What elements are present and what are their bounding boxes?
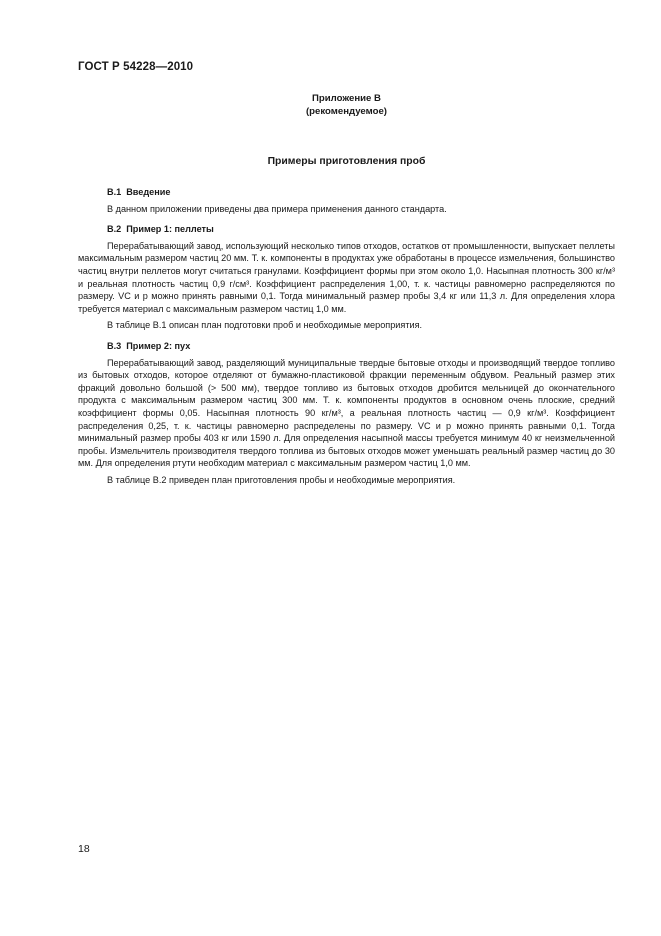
page-number: 18 bbox=[78, 843, 90, 855]
subsection-heading-b3 bbox=[78, 340, 615, 353]
subsection-heading-b2 bbox=[78, 223, 615, 236]
paragraph: В таблице В.2 приведен план приготовления пробы и необходимые мероприятия. bbox=[107, 474, 456, 485]
paragraph: В таблице В.1 описан план подготовки проб и необходимые мероприятия. bbox=[107, 320, 423, 331]
appendix-heading bbox=[0, 92, 661, 118]
section-title: Примеры приготовления проб bbox=[267, 156, 426, 167]
paragraph: Перерабатывающий завод, использующий несколько типов отходов, остатков от промышленности, выпускает пеллеты максимальным размером частиц 20 мм. Т. к. компоненты в продуктах уже обработаны в процессе измельчения, большинство частиц внутри пеллетов могут считаться гранулами. Коэффициент формы при этом около 1,0. Насыпная плотность 300 кг/м³ и реальная плотность частиц 0,9 г/см³. Коэффициент распределения 1,00, т. к. частицы равномерно распределяются по размеру. VC и p можно принять равными 0,1. Тогда минимальный размер пробы 3,4 кг или 11,3 л. Для определения хлора требуется материал с максимальным размером частиц 1,0 мм. bbox=[78, 240, 615, 314]
subsection-number: В.1 bbox=[107, 187, 122, 197]
paragraph: Перерабатывающий завод, разделяющий муниципальные твердые бытовые отходы и производящий твердое топливо из бытовых отходов, которое отделяют от бумажно-пластиковой фракции переменным обдувом. Реальный размер этих фракций довольно большой (> 500 мм), твердое топливо из бытовых отходов дробится мельницей до окончательного продукта с максимальным размером частиц 300 мм. Т. к. компоненты продуктов в основном очень плоские, средний коэффициент формы 0,05. Насыпная плотность 90 кг/м³, а реальная плотность частиц — 0,9 кг/м³. Коэффициент распределения 0,25, т. к. частицы равномерно распределены по размеру. VC и p можно принять равными 0,1. Тогда минимальный размер пробы 403 кг или 1590 л. Для определения насыпной массы требуется минимум 40 кг неизмельченной пробы. Измельчитель производителя твердого топлива из бытовых отходов может уменьшать реальный размер частиц до 30 мм. Для определения ртути необходим материал с максимальным размером частиц 1,0 мм. bbox=[78, 357, 615, 469]
appendix-status: (рекомендуемое) bbox=[305, 106, 387, 117]
subsection-title: Введение bbox=[126, 187, 171, 197]
subsection-number: В.3 bbox=[107, 340, 122, 351]
subsection-title: Пример 1: пеллеты bbox=[126, 224, 214, 235]
paragraph: В данном приложении приведены два примера применения данного стандарта. bbox=[107, 203, 447, 214]
subsection-heading-b1 bbox=[78, 186, 615, 199]
document-body bbox=[78, 186, 615, 490]
document-header: ГОСТ Р 54228—2010 bbox=[78, 61, 194, 73]
subsection-number: В.2 bbox=[107, 224, 122, 235]
appendix-title: Приложение В bbox=[312, 93, 381, 104]
subsection-title: Пример 2: пух bbox=[126, 340, 191, 351]
